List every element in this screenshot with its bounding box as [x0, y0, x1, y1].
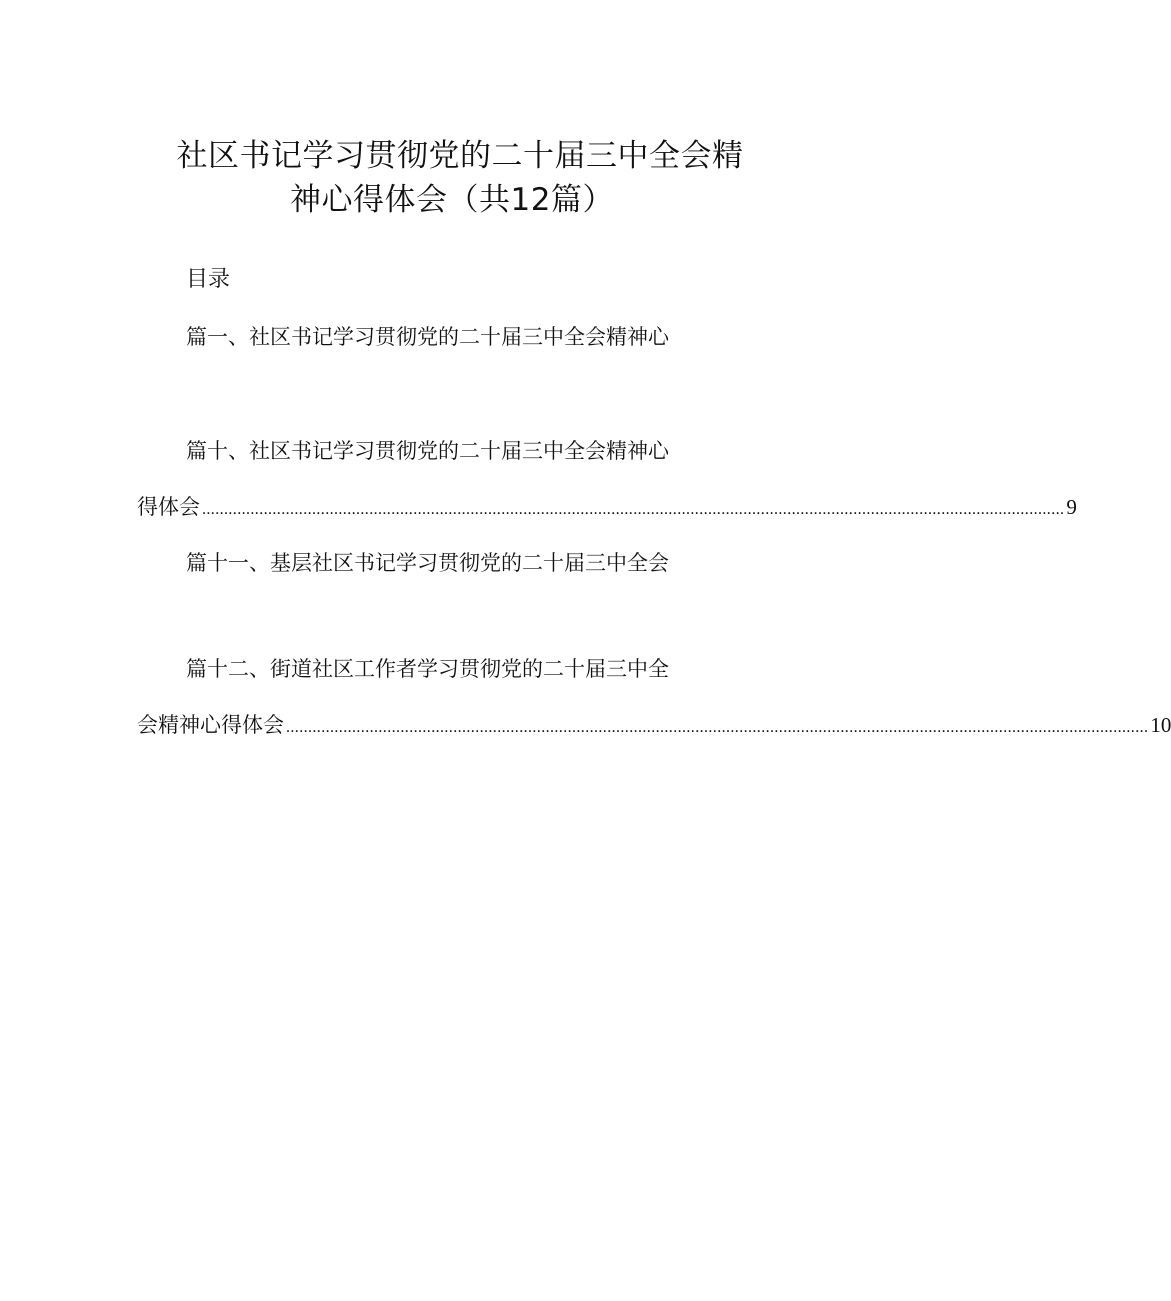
document-title-line-1: 社区书记学习贯彻党的二十届三中全会精: [176, 138, 744, 174]
document-title-line-2: 神心得体会（共12篇）: [290, 182, 614, 218]
toc-entry-11[interactable]: 篇十一、基层社区书记学习贯彻党的二十届三中全会: [186, 551, 669, 575]
toc-entry-10-continuation-text: 得体会: [137, 495, 200, 519]
toc-heading: 目录: [186, 267, 231, 292]
toc-entry-10[interactable]: 篇十、社区书记学习贯彻党的二十届三中全会精神心: [186, 439, 669, 463]
toc-entry-10-page-number: 9: [1066, 495, 1077, 519]
toc-entry-12[interactable]: 篇十二、街道社区工作者学习贯彻党的二十届三中全: [186, 657, 669, 681]
toc-entry-12-page-number: 10: [1150, 713, 1171, 737]
dot-leader: ....................................................................................................................................................................................................: [286, 719, 1149, 736]
toc-entry-12-continuation-text: 会精神心得体会: [137, 713, 284, 737]
toc-entry-12-continuation[interactable]: [137, 710, 1171, 743]
dot-leader: ....................................................................................................................................................................................................: [202, 501, 1065, 518]
toc-entry-1[interactable]: 篇一、社区书记学习贯彻党的二十届三中全会精神心: [186, 325, 669, 349]
toc-entry-10-continuation[interactable]: [137, 492, 1077, 525]
